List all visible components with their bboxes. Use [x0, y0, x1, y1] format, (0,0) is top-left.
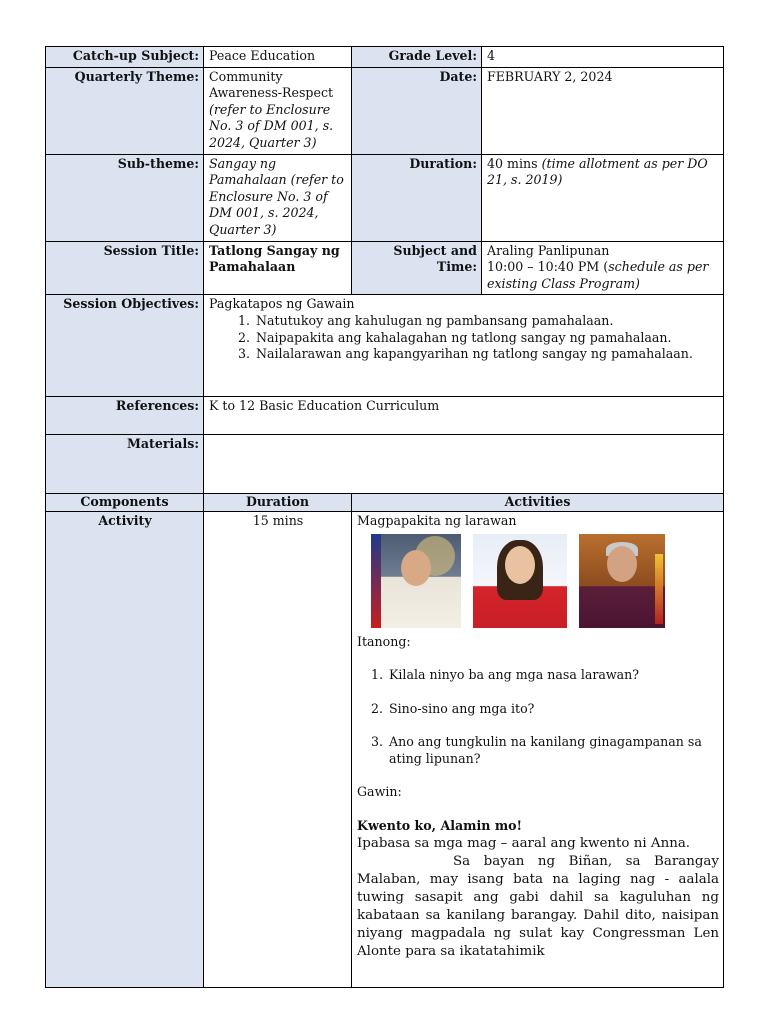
- subject-value: Araling Panlipunan: [487, 242, 610, 258]
- subject-time-cell: [482, 241, 724, 295]
- materials-label: Materials:: [46, 435, 204, 494]
- duration-value: 40 mins: [487, 155, 538, 171]
- objectives-list: [209, 313, 719, 363]
- activity-duration: 15 mins: [204, 511, 352, 987]
- duration-note: (time allotment as per DO 21, s. 2019): [487, 155, 708, 188]
- materials-value: [204, 435, 724, 494]
- duration-header: Duration: [204, 494, 352, 512]
- questions-list: [357, 667, 719, 767]
- question-item: 2. Sino-sino ang mga ito?: [387, 701, 719, 718]
- quarterly-theme-label: Quarterly Theme:: [46, 67, 204, 154]
- time-value: 10:00 – 10:40 PM (: [487, 259, 609, 275]
- session-objectives-cell: [204, 295, 724, 397]
- activities-header: Activities: [352, 494, 724, 512]
- objective-item: 1. Natutukoy ang kahulugan ng pambansang pamahalaan.: [254, 313, 719, 330]
- components-header: Components: [46, 494, 204, 512]
- catchup-subject-value: Peace Education: [204, 47, 352, 68]
- photo-row: [357, 530, 719, 634]
- story-title: Kwento ko, Alamin mo!: [357, 818, 523, 834]
- chief-justice-photo: [579, 534, 665, 628]
- row-materials: [46, 435, 724, 494]
- story-instruction: Ipabasa sa mga mag – aaral ang kwento ni Anna.: [357, 835, 691, 851]
- row-activity: [46, 511, 724, 987]
- subject-time-label: Subject and Time:: [352, 241, 482, 295]
- senator-photo: [473, 534, 567, 628]
- date-label: Date:: [352, 67, 482, 154]
- objective-item: 2. Naipapakita ang kahalagahan ng tatlong sangay ng pamahalaan.: [254, 330, 719, 347]
- gawin-label: Gawin:: [357, 784, 402, 800]
- date-value: FEBRUARY 2, 2024: [482, 67, 724, 154]
- quarterly-theme-cell: [204, 67, 352, 154]
- session-title-label: Session Title:: [46, 241, 204, 295]
- row-theme: [46, 67, 724, 154]
- itanong-label: Itanong:: [357, 633, 411, 649]
- session-title-value: Tatlong Sangay ng Pamahalaan: [204, 241, 352, 295]
- row-subtheme: [46, 154, 724, 241]
- lesson-plan-table: [45, 46, 724, 988]
- activity-content: [352, 511, 724, 987]
- question-item: 1. Kilala ninyo ba ang mga nasa larawan?: [387, 667, 719, 684]
- objectives-intro: Pagkatapos ng Gawain: [209, 296, 355, 312]
- row-references: [46, 397, 724, 435]
- question-item: 3. Ano ang tungkulin na kanilang ginagampanan sa ating lipunan?: [387, 734, 719, 767]
- sub-theme-label: Sub-theme:: [46, 154, 204, 241]
- sub-theme-value: Sangay ng Pamahalaan (refer to Enclosure No. 3 of DM 001, s. 2024, Quarter 3): [204, 154, 352, 241]
- grade-level-label: Grade Level:: [352, 47, 482, 68]
- activity-component: Activity: [46, 511, 204, 987]
- president-photo: [371, 534, 461, 628]
- quarterly-theme-note: (refer to Enclosure No. 3 of DM 001, s. 2024, Quarter 3): [209, 101, 334, 150]
- objective-item: 3. Nailalarawan ang kapangyarihan ng tatlong sangay ng pamahalaan.: [254, 346, 719, 363]
- duration-cell: [482, 154, 724, 241]
- session-objectives-label: Session Objectives:: [46, 295, 204, 397]
- catchup-subject-label: Catch-up Subject:: [46, 47, 204, 68]
- row-components-header: [46, 494, 724, 512]
- story-text: Sa bayan ng Biñan, sa Barangay Malaban, may isang bata na laging nag - aalala tuwing sasapit ang gabi dahil sa kaguluhan ng kabataan sa kanilang barangay. Dahil dito, naisipan niyang magpadala ng sulat kay Congressman Len Alonte para sa ikatatahimik: [357, 853, 719, 959]
- row-session-title: [46, 241, 724, 295]
- row-catchup: [46, 47, 724, 68]
- row-objectives: [46, 295, 724, 397]
- lesson-plan-document: [45, 46, 723, 988]
- time-note: schedule as per existing Class Program): [487, 259, 709, 291]
- quarterly-theme-value: Community Awareness-Respect: [209, 68, 334, 101]
- references-value: K to 12 Basic Education Curriculum: [204, 397, 724, 435]
- duration-label: Duration:: [352, 154, 482, 241]
- grade-level-value: 4: [482, 47, 724, 68]
- references-label: References:: [46, 397, 204, 435]
- activity-intro: Magpapakita ng larawan: [357, 512, 517, 528]
